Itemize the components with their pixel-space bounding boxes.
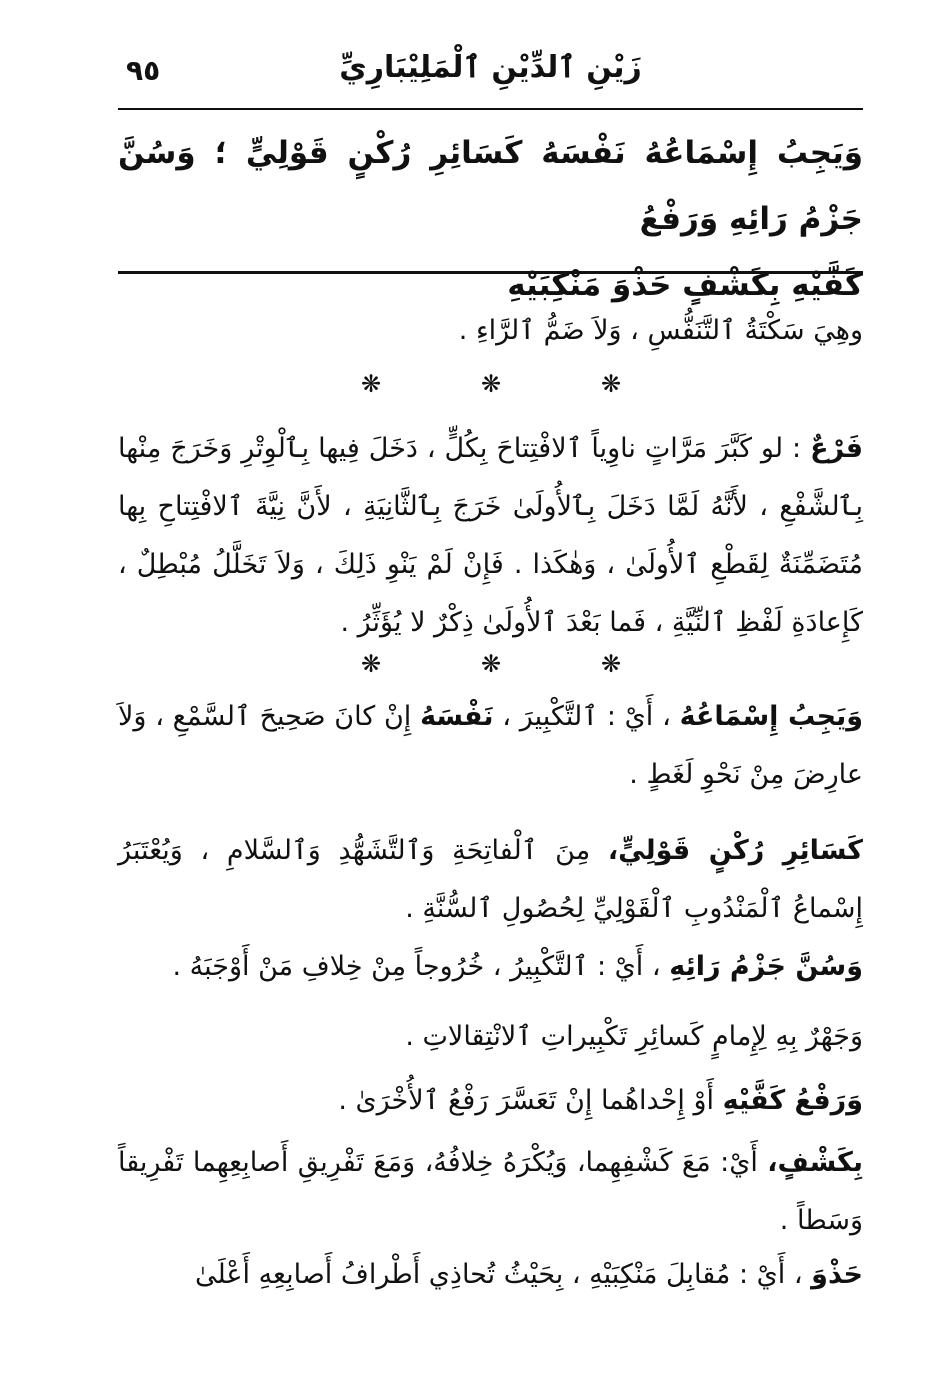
paragraph-2-text: : لو كَبَّرَ مَرَّاتٍ ناوِياً ٱلافْتِتاحَ بِكُلٍّ ، دَخَلَ فِيها بِٱلْوِتْرِ وَخَرَجَ مِنْها بِٱلشَّفْعِ ، لأَنَّهُ لَمَّا دَخَلَ بِٱلأُولَىٰ خَرَجَ بِٱلثَّانِيَةِ ، لأَنَّ نِيَّةَ ٱلافْتِتاحِ بِها مُتَضَمِّنَةٌ لِقَطْعِ ٱلأُولَىٰ ، وَهٰكَذا . فَإِنْ لَمْ يَنْوِ ذَلِكَ ، وَلاَ تَخَلَّلُ مُبْطِلٌ ، كَإِعادَةِ لَفْظِ ٱلنِّيَّةِ ، فَما بَعْدَ ٱلأُولَىٰ ذِكْرٌ لا يُؤَثِّرُ . [118, 433, 863, 638]
paragraph-4-lead: كَسَائِرِ رُكْنٍ قَوْلِيٍّ، [607, 835, 863, 866]
paragraph-6: وَجَهْرٌ بِهِ لِإِمامٍ كَسائِرِ تَكْبِيراتِ ٱلانْتِقالاتِ . [405, 1021, 863, 1052]
paragraph-4 [118, 822, 863, 938]
running-head: زَيْنِ ٱلدِّيْنِ ٱلْمَلِيْبَارِيِّ [339, 50, 642, 85]
paragraph-4-text: مِنَ ٱلْفاتِحَةِ وَٱلتَّشَهُّدِ وَٱلسَّلامِ ، وَيُعْتَبَرُ إِسْماعُ ٱلْمَنْدُوبِ ٱلْقَوْلِيِّ لِحُصُولِ ٱلسُّنَّةِ . [118, 835, 863, 924]
paragraph-8-text: أَيْ: مَعَ كَشْفِهِما، وَيُكْرَهُ خِلافُهُ، وَمَعَ تَفْرِيقِ أَصابِعِهِما تَفْرِيقاً وَسَطاً . [118, 1147, 863, 1236]
star-icon: ❋ [361, 650, 382, 678]
paragraph-1: وهِيَ سَكْتَةُ ٱلتَّنَفُّسِ ، وَلاَ ضَمُّ ٱلرَّاءِ . [458, 315, 863, 346]
paragraph-2 [118, 420, 863, 652]
paragraph-9 [118, 1246, 863, 1304]
star-icon: ❋ [601, 650, 622, 678]
paragraph-2-lead: فَرْعٌ [810, 433, 863, 464]
paragraph-7-lead: وَرَفْعُ كَفَّيْهِ [722, 1085, 863, 1116]
paragraph-8-lead: بِكَشْفٍ، [767, 1147, 863, 1178]
star-icon: ❋ [601, 370, 622, 398]
paragraph-3-mid: ، أَيْ : ٱلتَّكْبِيرَ ، [502, 701, 671, 732]
matn-divider [118, 271, 863, 274]
page-number: ٩٥ [126, 54, 161, 87]
paragraph-7-text: أَوْ إِحْداهُما إِنْ تَعَسَّرَ رَفْعُ ٱلأُخْرَىٰ . [338, 1085, 715, 1116]
paragraph-5-text: ، أَيْ : ٱلتَّكْبِيرُ ، خُرُوجاً مِنْ خِلافِ مَنْ أَوْجَبَهُ . [172, 951, 661, 982]
paragraph-9-lead: حَذْوَ [811, 1259, 863, 1290]
star-icon: ❋ [481, 650, 502, 678]
paragraph-3-text: إِنْ كانَ صَحِيحَ ٱلسَّمْعِ ، وَلاَ عارِضَ مِنْ نَحْوِ لَغَطٍ . [118, 701, 863, 790]
star-separator-1 [118, 370, 863, 400]
paragraph-7 [118, 1072, 863, 1130]
page-header [118, 50, 863, 100]
star-separator-2 [118, 650, 863, 680]
matn-line-2: كَفَّيْهِ بِكَشْفٍ حَذْوَ مَنْكِبَيْهِ [507, 267, 863, 303]
paragraph-3-lead-2: نَفْسَهُ [420, 701, 494, 732]
paragraph-9-text: ، أَيْ : مُقابِلَ مَنْكِبَيْهِ ، بِحَيْثُ تُحاذِي أَطْرافُ أَصابِعِهِ أَعْلَىٰ [194, 1259, 803, 1290]
matn-text [118, 120, 863, 318]
paragraph-8 [118, 1134, 863, 1250]
paragraph-3-lead: وَيَجِبُ إِسْمَاعُهُ [679, 701, 863, 732]
paragraph-5 [118, 938, 863, 996]
header-rule [118, 108, 863, 110]
matn-line-1: وَيَجِبُ إِسْمَاعُهُ نَفْسَهُ كَسَائِرِ رُكْنٍ قَوْلِيٍّ ؛ وَسُنَّ جَزْمُ رَائِهِ وَرَفْعُ [118, 135, 863, 237]
paragraph-5-lead: وَسُنَّ جَزْمُ رَائِهِ [669, 951, 863, 982]
page [118, 40, 863, 1340]
star-icon: ❋ [481, 370, 502, 398]
star-icon: ❋ [361, 370, 382, 398]
paragraph-3 [118, 688, 863, 804]
